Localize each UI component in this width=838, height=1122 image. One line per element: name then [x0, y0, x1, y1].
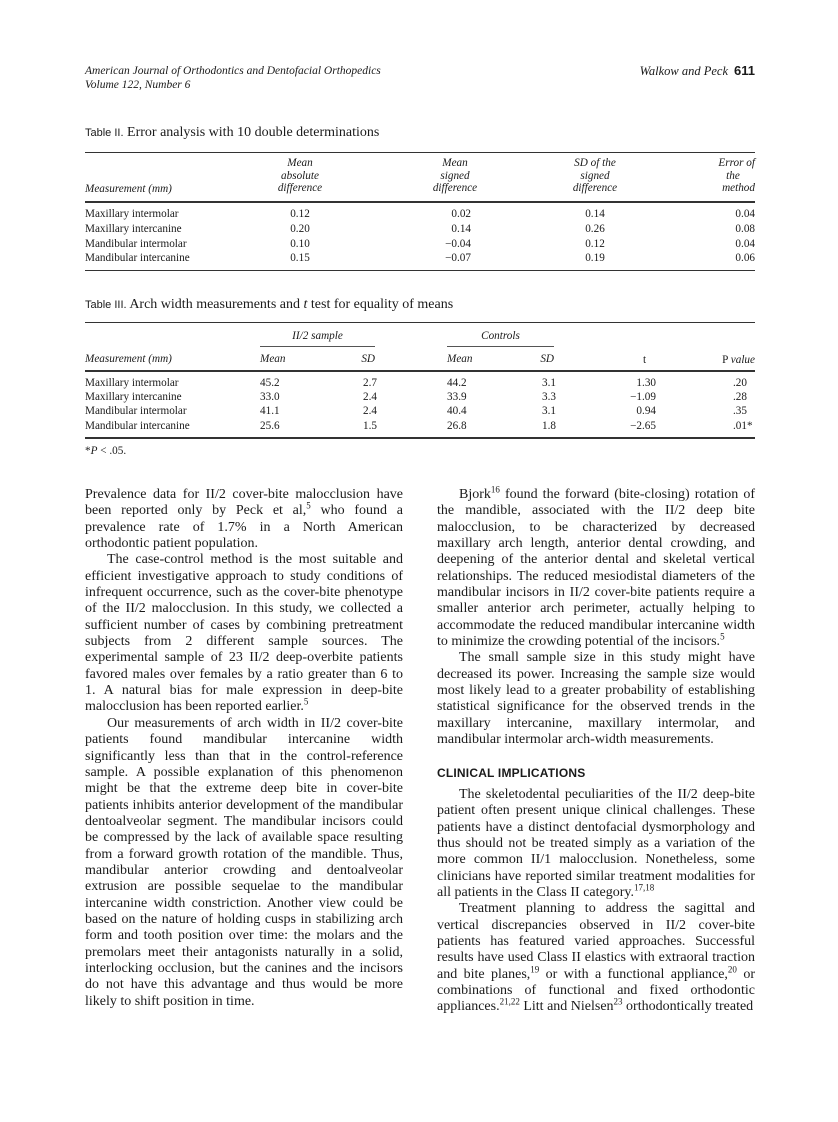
table2-cell: 0.15 — [290, 252, 310, 264]
table2-col-mean-abs — [255, 157, 345, 195]
running-header-right — [640, 64, 755, 78]
journal-volume: Volume 122, Number 6 — [85, 79, 191, 91]
citation: 20 — [727, 963, 737, 974]
paragraph — [85, 552, 403, 715]
table2-label: Table II. — [85, 127, 124, 139]
text: Prevalence data for II/2 cover-bite malocclusion have been reported only by Peck et al, — [85, 487, 403, 519]
citation: 5 — [306, 500, 311, 511]
table2-cell: −0.04 — [445, 238, 471, 250]
table3-cell: 0.94 — [636, 405, 656, 417]
table2-row-label: Maxillary intermolar — [85, 208, 179, 220]
table3-bottom-rule — [85, 437, 755, 439]
table3-title-t: t — [303, 297, 308, 312]
header-line: absolute — [281, 169, 319, 182]
table3-row-label: Maxillary intermolar — [85, 377, 179, 389]
table3-row-label: Mandibular intercanine — [85, 420, 190, 432]
table2-cell: 0.06 — [735, 252, 755, 264]
table3-cell: .20 — [733, 377, 747, 389]
table3-cell: 2.4 — [363, 405, 377, 417]
table2-row-label: Maxillary intercanine — [85, 223, 182, 235]
header-line: Mean — [287, 157, 313, 169]
table2-top-rule — [85, 152, 755, 153]
text: The case-control method is the most suitable and efficient investigative approach to study conditions of infrequent occurrence, such as the cover-bite phenotype of the II/2 malocclusion. In this study, we collected a sufficient number of cases by combining pretreatment subjects from 2 different sample sources. The experimental sample of 23 II/2 deep-overbite patients favored males over females by a ratio greater than 6 to 1. A natural bias for male expression in deep-bite malocclusion has been reported earlier. — [85, 552, 403, 715]
table3-cell: .01* — [733, 420, 753, 432]
body-left-column — [85, 487, 403, 1010]
table3-cell: −1.09 — [630, 391, 656, 403]
table3-group-ii2: II/2 sample — [292, 330, 343, 342]
table2-col-mean-signed — [410, 157, 500, 195]
table3-footnote — [85, 444, 126, 458]
table3-header-rule — [85, 370, 755, 372]
citation: 5 — [303, 696, 309, 707]
text: or combinations of functional and fixed orthodontic appliances. — [437, 966, 755, 1015]
table2-cell: 0.08 — [735, 223, 755, 235]
table2-cell: 0.14 — [451, 223, 471, 235]
table2-cell: 0.02 — [451, 208, 471, 220]
table3-row-label: Maxillary intercanine — [85, 391, 182, 403]
header-line: Error of — [718, 157, 755, 169]
table2-col-sd-signed — [550, 157, 640, 195]
table3-cell: 2.7 — [363, 377, 377, 389]
paragraph — [85, 487, 403, 552]
table3-cell: 1.8 — [542, 420, 556, 432]
table3-label: Table III. — [85, 299, 127, 311]
table3-cell: 2.4 — [363, 391, 377, 403]
table3-cell: 1.30 — [636, 377, 656, 389]
table3-cell: 3.1 — [542, 377, 556, 389]
citation: 19 — [530, 963, 540, 974]
header-line: SD of the — [574, 157, 616, 169]
text: The skeletodental peculiarities of the II/2 deep-bite patient often present unique clinical challenges. These patients have a distinct dentofacial dysmorphology and thus should not be treated simply as a variation of the more common II/1 malocclusion. Nonetheless, some clinicians have reported similar treatment modalities for all patients in the Class II category. — [437, 786, 755, 900]
header-line: method — [722, 182, 755, 194]
body-right-column — [437, 484, 755, 1016]
paragraph — [437, 787, 755, 901]
text: Litt and Nielsen — [519, 999, 614, 1015]
table2-cell: 0.10 — [290, 238, 310, 250]
citation: 23 — [613, 996, 623, 1007]
table2-cell: 0.14 — [585, 208, 605, 220]
table2-cell: 0.04 — [735, 238, 755, 250]
citation: 5 — [720, 631, 725, 642]
table2-caption — [85, 125, 379, 141]
table3-cell: 1.5 — [363, 420, 377, 432]
footnote-p: P — [90, 445, 98, 457]
header-line: Mean — [442, 157, 468, 169]
text: found the forward (bite-closing) rotation of the mandible, associated with the II/2 deep bite malocclusion, to be characterized by decreased maxillary arch length, anterior dental crowding, and deepening of the anterior dental and skeletal vertical relationships. The reduced mesiodistal diameters of the mandibular incisors in II/2 cover-bite patients require a smaller anterior arch perimeter, actually helping to accommodate the reduced mandibular intercanine width to minimize the crowding potential of the incisors. — [437, 487, 755, 650]
text: Bjork — [459, 487, 491, 502]
footnote-star: * — [85, 445, 91, 457]
running-authors: Walkow and Peck — [639, 64, 729, 78]
table2-row-label: Mandibular intermolar — [85, 238, 187, 250]
table3-cell: .35 — [733, 405, 747, 417]
table2-row-label: Mandibular intercanine — [85, 252, 190, 264]
table3-col-mean-controls: Mean — [447, 353, 473, 365]
table3-cell: 40.4 — [447, 405, 467, 417]
text: Treatment planning to address the sagittal and vertical discrepancies observed in II/2 cover-bite patients has featured varied approaches. Successful results have used Class II elastics with extraoral traction and bite planes, — [437, 901, 755, 982]
text: or with a functional appliance, — [539, 966, 728, 982]
table3-cell: 45.2 — [260, 377, 280, 389]
table3-col-sd-controls: SD — [540, 353, 554, 365]
table2-cell: −0.07 — [445, 252, 471, 264]
pvalue-p: P — [722, 354, 728, 366]
table3-cell: 44.2 — [447, 377, 467, 389]
header-line: signed — [440, 169, 470, 182]
table2-cell: 0.04 — [735, 208, 755, 220]
table2-cell: 0.12 — [585, 238, 605, 250]
table3-group-controls-rule — [447, 346, 554, 347]
table2-cell: 0.26 — [585, 223, 605, 235]
table3-cell: .28 — [733, 391, 747, 403]
text: orthodontically treated — [622, 999, 754, 1015]
citation: 17,18 — [633, 882, 655, 893]
table3-col-sd-ii2: SD — [361, 353, 375, 365]
page-number: 611 — [734, 63, 755, 78]
running-header-left — [85, 64, 381, 92]
table2-col-error — [665, 157, 755, 195]
table2-cell: 0.20 — [290, 223, 310, 235]
table3-cell: 33.0 — [260, 391, 280, 403]
paragraph: Our measurements of arch width in II/2 cover-bite patients found mandibular intercanine width significantly less than that in the control-reference sample. A possible explanation of this phenomenon might be that the extreme deep bite in cover-bite patients inhibits anterior development of the mandibular dentoalveolar segment. The mandibular incisors could be compressed by the lack of available space resulting from a forward growth rotation of the mandible. Thus, mandibular anterior crowding and dentoalveolar extrusion are possible sequelae to the mandibular intercanine width constriction. Another view could be based on the nature of holding cusps in stabilizing arch form and tooth position over time: the molars and the premolars meet their antagonists naturally in a solid, interlocking occlusion, but the canines and the incisors do not have this advantage and thus would be more likely to shift position in time. — [85, 715, 403, 1009]
footnote-text: < .05. — [97, 445, 127, 457]
header-line: difference — [277, 182, 323, 194]
header-line: difference — [572, 182, 618, 194]
pvalue-value: value — [730, 354, 755, 366]
table3-col-t: t — [643, 354, 647, 366]
table3-cell: 33.9 — [447, 391, 467, 403]
table3-cell: 3.1 — [542, 405, 556, 417]
header-line: signed — [580, 169, 610, 182]
table3-top-rule — [85, 322, 755, 323]
table3-col-measurement: Measurement (mm) — [85, 353, 172, 365]
citation: 21,22 — [499, 996, 520, 1007]
header-line: the — [726, 169, 740, 182]
table3-title-pre: Arch width measurements and — [129, 297, 304, 312]
section-heading: CLINICAL IMPLICATIONS — [437, 765, 586, 780]
table2-title: Error analysis with 10 double determinations — [127, 125, 380, 140]
table2-col-measurement: Measurement (mm) — [85, 183, 172, 195]
paragraph: The small sample size in this study might have decreased its power. Increasing the sample size would most likely lead to a greater probability of establishing statistical significance for the observed trends in the maxillary intercanine, maxillary intermolar, and mandibular intermolar arch-width measurements. — [437, 650, 755, 748]
citation: 16 — [490, 484, 500, 495]
paragraph — [437, 901, 755, 1015]
text: who found a prevalence rate of 1.7% in a North American orthodontic patient population. — [85, 503, 403, 552]
table3-col-mean-ii2: Mean — [260, 353, 286, 365]
table3-cell: 3.3 — [542, 391, 556, 403]
table2-bottom-rule — [85, 270, 755, 271]
table3-group-ii2-rule — [260, 346, 375, 347]
table3-caption — [85, 297, 453, 313]
header-line: difference — [432, 182, 478, 194]
table3-cell: −2.65 — [630, 420, 656, 432]
table2-cell: 0.12 — [290, 208, 310, 220]
table3-cell: 26.8 — [447, 420, 467, 432]
table3-group-controls: Controls — [481, 330, 520, 342]
table3-title-post: test for equality of means — [307, 297, 454, 312]
table2-header-rule — [85, 201, 755, 203]
table3-row-label: Mandibular intermolar — [85, 405, 187, 417]
journal-title: American Journal of Orthodontics and Dentofacial Orthopedics — [85, 65, 381, 77]
table3-cell: 25.6 — [260, 420, 280, 432]
table2-cell: 0.19 — [585, 252, 605, 264]
table3-cell: 41.1 — [260, 405, 280, 417]
table3-col-pvalue — [690, 353, 755, 367]
paragraph — [437, 484, 755, 650]
